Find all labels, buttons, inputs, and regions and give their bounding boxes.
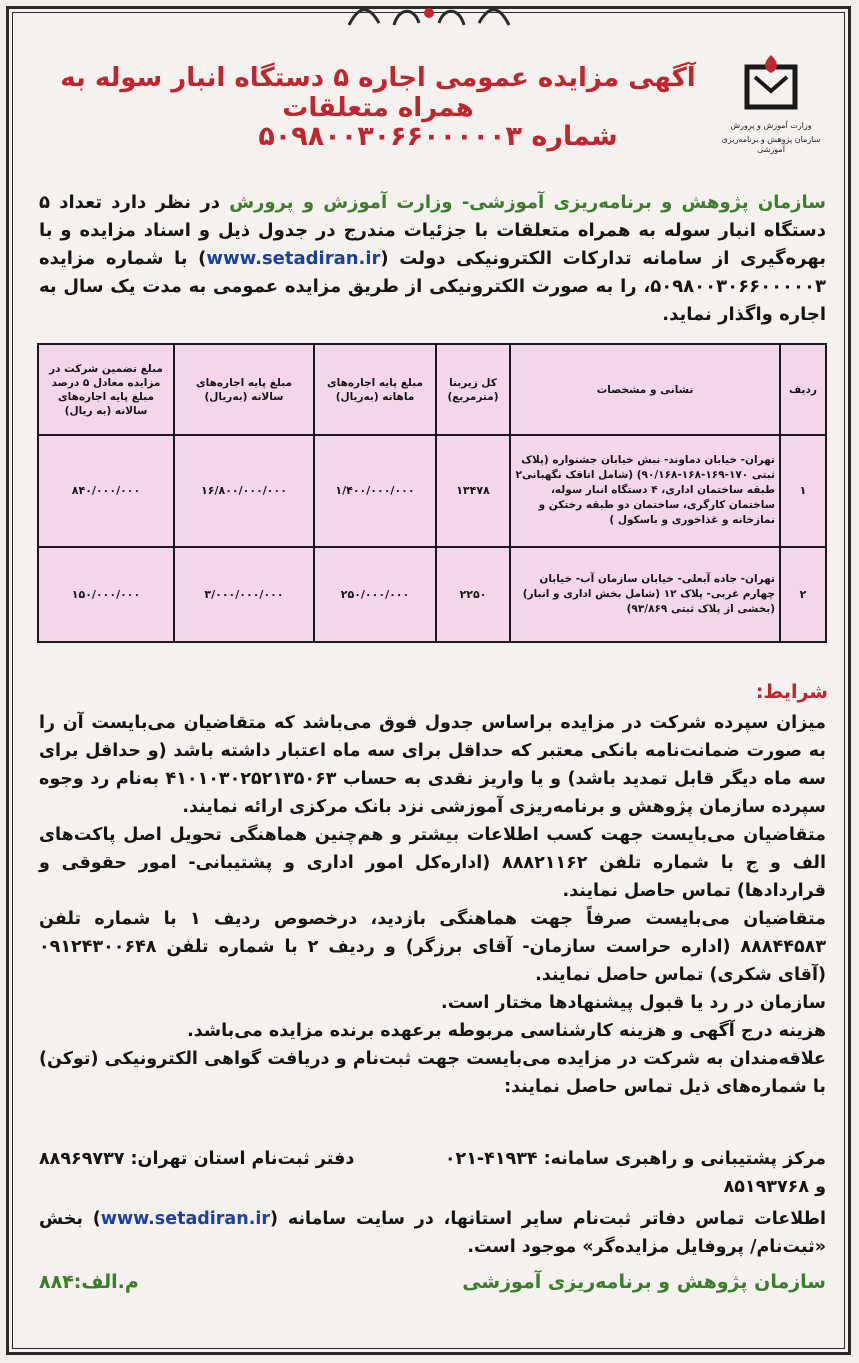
cell-annual: ۳/۰۰۰/۰۰۰/۰۰۰ xyxy=(174,547,314,642)
condition-visit-contact: متقاضیان می‌بایست صرفاً جهت هماهنگی بازدید، درخصوص ردیف ۱ با شماره تلفن ۸۸۸۴۴۵۸۳ (اداره حراست سازمان- آقای برزگر) و ردیف ۲ با شماره تلفن ۰۹۱۲۴۳۰۰۶۴۸ (آقای شکری) تماس حاصل نمایند. xyxy=(39,909,827,985)
cell-row-num: ۱ xyxy=(780,435,826,546)
registration-text-2: ) بخش «ثبت‌نام/ پروفایل مزایده‌گر» موجود است. xyxy=(39,1209,826,1257)
cell-address: تهران- خیابان دماوند- نبش خیابان جشنواره (پلاک ثبتی ۱۷۰-۱۶۹-۱۶۸-۹۰/۱۶۸) (شامل اتاقک نگهبانی۲ طبقه ساختمان اداری، ۴ دستگاه انبار سوله، ساختمان کارگری، ساختمان دو طبقه رختکن و نمازخانه و غذاخوری و باسکول ) xyxy=(510,435,780,546)
cell-area: ۲۲۵۰ xyxy=(436,547,510,642)
registration-info xyxy=(39,1205,826,1261)
header-monthly: مبلغ پایه اجاره‌های ماهانه (به‌ریال) xyxy=(314,344,436,435)
cell-address: تهران- جاده آبعلی- خیابان سازمان آب- خیابان چهارم غربی- پلاک ۱۲ (شامل بخش اداری و انبار) (بخشی از پلاک ثبتی ۹۳/۸۶۹) xyxy=(510,547,780,642)
auction-table xyxy=(37,343,827,643)
intro-paragraph xyxy=(39,189,826,329)
cell-deposit: ۱۵۰/۰۰۰/۰۰۰ xyxy=(38,547,174,642)
intro-text-1: در نظر دارد تعداد ۵ دستگاه انبار سوله به همراه متعلقات با جزئیات مندرج در جدول ذیل و اسناد مزایده و با بهره‌گیری از سامانه تدارکات الکترونیکی دولت ( xyxy=(39,192,827,269)
setad-link[interactable]: www.setadiran.ir xyxy=(206,248,381,269)
condition-info-contact: متقاضیان می‌بایست جهت کسب اطلاعات بیشتر و هم‌چنین هماهنگی تحویل اصل پاکت‌های الف و ج با شماره تلفن ۸۸۸۲۱۱۶۲ (اداره‌کل امور اداری و پشتیبانی- امور حقوقی و قراردادها) تماس حاصل نمایند. xyxy=(39,825,826,901)
condition-registration: علاقه‌مندان به شرکت در مزایده می‌بایست جهت ثبت‌نام و دریافت گواهی الکترونیکی (توکن) با شماره‌های ذیل تماس حاصل نمایند: xyxy=(39,1049,826,1097)
condition-costs: هزینه درج آگهی و هزینه کارشناسی مربوطه برعهده برنده مزایده می‌باشد. xyxy=(187,1021,826,1041)
condition-acceptance: سازمان در رد یا قبول پیشنهادها مختار است. xyxy=(441,993,826,1013)
cell-row-num: ۲ xyxy=(780,547,826,642)
top-ornament xyxy=(339,5,519,31)
ad-page xyxy=(6,6,851,1355)
cell-deposit: ۸۴۰/۰۰۰/۰۰۰ xyxy=(38,435,174,546)
header-address: نشانی و مشخصات xyxy=(510,344,780,435)
registration-text-1: اطلاعات تماس دفاتر ثبت‌نام سایر استانها، در سایت سامانه ( xyxy=(269,1209,827,1229)
ministry-emblem-icon xyxy=(741,53,801,113)
table-row xyxy=(38,435,826,546)
auction-number: شماره ۵۰۹۸۰۰۳۰۶۶۰۰۰۰۰۳ xyxy=(258,121,618,152)
footer-organization: سازمان پژوهش و برنامه‌ریزی آموزشی xyxy=(462,1271,826,1293)
organization-name: سازمان پژوهش و برنامه‌ریزی آموزشی- وزارت آموزش و پرورش xyxy=(229,192,826,213)
table-header-row xyxy=(38,344,826,435)
setad-link-2[interactable]: www.setadiran.ir xyxy=(100,1209,270,1229)
cell-monthly: ۲۵۰/۰۰۰/۰۰۰ xyxy=(314,547,436,642)
tehran-office-phone: دفتر ثبت‌نام استان تهران: ۸۸۹۶۹۷۳۷ xyxy=(39,1149,355,1169)
cell-monthly: ۱/۴۰۰/۰۰۰/۰۰۰ xyxy=(314,435,436,546)
cell-area: ۱۳۴۷۸ xyxy=(436,435,510,546)
cell-annual: ۱۶/۸۰۰/۰۰۰/۰۰۰ xyxy=(174,435,314,546)
support-center-phone: مرکز پشتیبانی و راهبری سامانه: ۴۱۹۳۴-۰۲۱ xyxy=(444,1149,826,1169)
logo-caption-1: وزارت آموزش و پرورش xyxy=(730,121,812,130)
header-deposit: مبلغ تضمین شرکت در مزایده معادل ۵ درصد مبلغ پایه اجاره‌های سالانه (به ریال) xyxy=(38,344,174,435)
ad-title: آگهی مزایده عمومی اجاره ۵ دستگاه انبار سوله به همراه متعلقات xyxy=(60,63,696,123)
header-annual: مبلغ پایه اجاره‌های سالانه (به‌ریال) xyxy=(174,344,314,435)
header-row-num: ردیف xyxy=(780,344,826,435)
footer xyxy=(39,1271,826,1293)
condition-deposit: میزان سپرده شرکت در مزایده براساس جدول فوق می‌باشد که متقاضیان می‌بایست آن را به صورت ضمانت‌نامه بانکی معتبر که حداقل برای سه ماه اعتبار داشته باشد (و حداقل برای سه ماه دیگر قابل تمدید باشد) و یا واریز نقدی به حساب ۴۱۰۱۰۳۰۲۵۲۱۳۵۰۶۳ به‌نام رد وجوه سپرده سازمان پژوهش و برنامه‌ریزی آموزشی نزد بانک مرکزی ارائه نمایند. xyxy=(39,713,826,817)
intro-text-2: ) با شماره مزایده ۵۰۹۸۰۰۳۰۶۶۰۰۰۰۰۳، را به صورت الکترونیکی از طریق مزایده عمومی به مدت یک سال به اجاره واگذار نماید. xyxy=(39,248,826,325)
tehran-office-phone-2: و ۸۵۱۹۳۷۶۸ xyxy=(723,1177,826,1197)
footer-code: م.الف:۸۸۴ xyxy=(39,1271,139,1293)
table-row xyxy=(38,547,826,642)
conditions-title: شرایط: xyxy=(755,681,828,703)
conditions-text xyxy=(39,709,826,1101)
header-area: کل زیربنا (مترمربع) xyxy=(436,344,510,435)
contact-numbers xyxy=(39,1145,826,1201)
ministry-logo xyxy=(716,53,826,153)
logo-caption-2: سازمان پژوهش و برنامه‌ریزی آموزشی xyxy=(721,135,821,154)
